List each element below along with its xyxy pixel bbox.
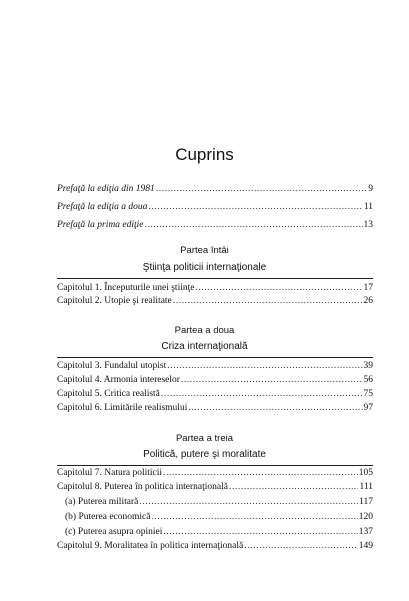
page-title: Cuprins	[175, 145, 234, 164]
toc-entry-chapter-5[interactable]	[57, 388, 373, 401]
toc-entry-page: 11	[363, 202, 373, 212]
toc-entry-chapter-8[interactable]	[57, 481, 373, 494]
section-divider	[57, 465, 373, 466]
toc-entry-preface-1981[interactable]	[57, 183, 373, 196]
toc-entry-page: 75	[363, 389, 373, 399]
toc-entry-label: Capitolul 8. Puterea în politica internaţională	[57, 482, 228, 492]
toc-entry-label: (a) Puterea militară	[65, 497, 139, 507]
toc-entry-chapter-8c[interactable]	[65, 526, 373, 539]
section-divider	[57, 357, 373, 358]
dot-leader	[195, 282, 362, 295]
dot-leader	[181, 374, 363, 387]
toc-entry-page: 17	[363, 283, 373, 293]
toc-entry-page: 13	[363, 220, 373, 230]
toc-entry-page: 56	[363, 375, 373, 385]
toc-entry-chapter-3[interactable]	[57, 360, 373, 373]
dot-leader	[139, 496, 358, 509]
toc-entry-page: 105	[358, 468, 373, 478]
toc-entry-label: Prefaţă la ediţia din 1981	[57, 184, 155, 194]
toc-entry-chapter-8a[interactable]	[65, 496, 373, 509]
toc-entry-label: Capitolul 6. Limitările realismului	[57, 403, 188, 413]
toc-entry-label: Capitolul 7. Natura politicii	[57, 468, 163, 478]
dot-leader	[229, 481, 358, 494]
dot-leader	[148, 201, 362, 214]
toc-entry-chapter-8b[interactable]	[65, 511, 373, 524]
dot-leader	[163, 467, 358, 480]
part-1-title: Partea întâi	[180, 245, 229, 256]
dot-leader	[188, 402, 362, 415]
part-2-title: Partea a doua	[174, 325, 235, 336]
toc-entry-label: Capitolul 3. Fundalul utopist	[57, 361, 167, 371]
dot-leader	[244, 540, 357, 553]
part-3-title: Partea a treia	[175, 433, 234, 444]
dot-leader	[144, 219, 362, 232]
toc-entry-page: 111	[359, 482, 373, 492]
toc-entry-chapter-6[interactable]	[57, 402, 373, 415]
section-divider	[57, 278, 373, 279]
toc-entry-preface-first[interactable]	[57, 219, 373, 232]
toc-entry-page: 39	[363, 361, 373, 371]
dot-leader	[156, 183, 367, 196]
toc-entry-chapter-7[interactable]	[57, 467, 373, 480]
part-1-subtitle: Ştiinţa politicii internaţionale	[142, 262, 267, 273]
dot-leader	[167, 360, 362, 373]
toc-entry-preface-second[interactable]	[57, 201, 373, 214]
toc-entry-label: Capitolul 9. Moralitatea în politica internaţională	[57, 541, 244, 551]
toc-entry-chapter-4[interactable]	[57, 374, 373, 387]
toc-entry-chapter-1[interactable]	[57, 282, 373, 295]
dot-leader	[173, 295, 363, 308]
toc-entry-chapter-9[interactable]	[57, 540, 373, 553]
dot-leader	[161, 388, 363, 401]
toc-entry-label: (c) Puterea asupra opiniei	[65, 527, 163, 537]
toc-entry-label: Prefaţă la ediţia a doua	[57, 202, 148, 212]
toc-entry-label: Capitolul 5. Critica realistă	[57, 389, 160, 399]
toc-entry-chapter-2[interactable]	[57, 295, 373, 308]
dot-leader	[151, 511, 357, 524]
dot-leader	[163, 526, 357, 539]
toc-entry-page: 117	[359, 497, 373, 507]
toc-entry-page: 97	[363, 403, 373, 413]
toc-entry-page: 120	[358, 512, 373, 522]
part-2-subtitle: Criza internaţională	[161, 341, 248, 352]
toc-entry-page: 26	[363, 296, 373, 306]
toc-entry-page: 9	[368, 184, 373, 194]
toc-entry-page: 149	[358, 541, 373, 551]
part-3-subtitle: Politică, putere şi moralitate	[143, 449, 266, 460]
toc-entry-label: Prefaţă la prima ediţie	[57, 220, 144, 230]
toc-entry-page: 137	[358, 527, 373, 537]
toc-entry-label: Capitolul 1. Începuturile unei ştiinţe	[57, 283, 195, 293]
toc-entry-label: Capitolul 4. Armonia intereselor	[57, 375, 180, 385]
toc-entry-label: (b) Puterea economică	[65, 512, 151, 522]
toc-entry-label: Capitolul 2. Utopie şi realitate	[57, 296, 172, 306]
